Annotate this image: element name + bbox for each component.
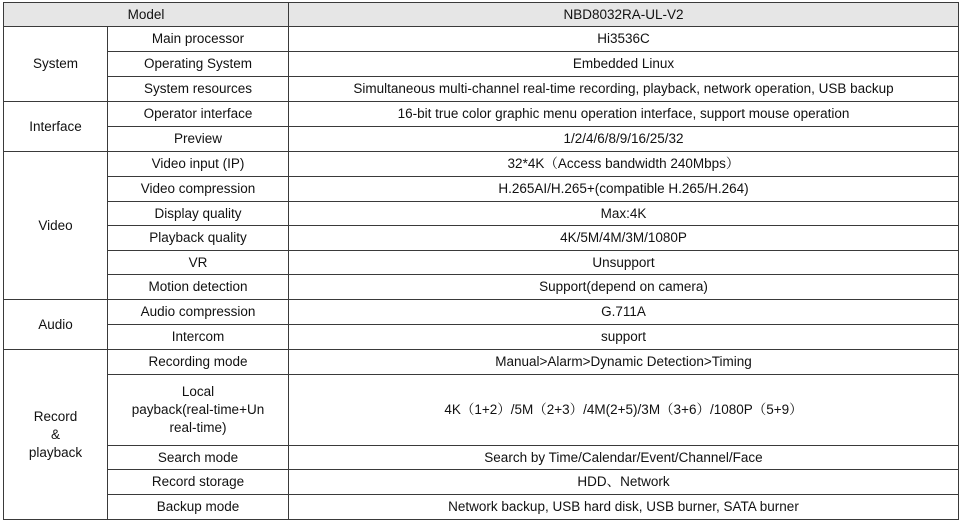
row-label: Video compression bbox=[108, 177, 289, 202]
row-label: Playback quality bbox=[108, 226, 289, 251]
row-label: System resources bbox=[108, 77, 289, 102]
row-label: Display quality bbox=[108, 202, 289, 226]
row-label-line: payback(real-time+Un bbox=[131, 402, 265, 417]
row-value: Max:4K bbox=[289, 202, 959, 226]
row-label: Search mode bbox=[108, 446, 289, 470]
table-row bbox=[4, 127, 959, 152]
table-row bbox=[4, 102, 959, 127]
table-row bbox=[4, 177, 959, 202]
row-label: Operating System bbox=[108, 52, 289, 77]
row-value: 1/2/4/6/8/9/16/25/32 bbox=[289, 127, 959, 152]
row-label bbox=[108, 375, 289, 446]
group-record-playback bbox=[4, 350, 108, 520]
group-record-line: & bbox=[50, 426, 60, 442]
row-label-line: Local bbox=[181, 384, 215, 399]
row-value: support bbox=[289, 325, 959, 350]
table-row bbox=[4, 446, 959, 470]
table-row bbox=[4, 27, 959, 52]
row-label: Main processor bbox=[108, 27, 289, 52]
row-label: Motion detection bbox=[108, 275, 289, 300]
table-row bbox=[4, 52, 959, 77]
row-value: Support(depend on camera) bbox=[289, 275, 959, 300]
row-value: 4K/5M/4M/3M/1080P bbox=[289, 226, 959, 251]
row-value: H.265AI/H.265+(compatible H.265/H.264) bbox=[289, 177, 959, 202]
table-row bbox=[4, 226, 959, 251]
row-value: Embedded Linux bbox=[289, 52, 959, 77]
row-label-line: real-time) bbox=[169, 420, 227, 435]
row-label: Preview bbox=[108, 127, 289, 152]
row-value: Search by Time/Calendar/Event/Channel/Face bbox=[289, 446, 959, 470]
table-row bbox=[4, 350, 959, 375]
table-row bbox=[4, 470, 959, 495]
table-row bbox=[4, 375, 959, 446]
table-row bbox=[4, 300, 959, 325]
row-value: 32*4K（Access bandwidth 240Mbps） bbox=[289, 152, 959, 177]
group-system: System bbox=[4, 27, 108, 102]
row-label: Audio compression bbox=[108, 300, 289, 325]
row-value: 16-bit true color graphic menu operation interface, support mouse operation bbox=[289, 102, 959, 127]
spec-table bbox=[3, 2, 959, 520]
group-record-line: playback bbox=[28, 444, 83, 460]
row-label: Record storage bbox=[108, 470, 289, 495]
table-row bbox=[4, 202, 959, 226]
table-row bbox=[4, 251, 959, 275]
group-interface: Interface bbox=[4, 102, 108, 152]
row-value: G.711A bbox=[289, 300, 959, 325]
row-label: Intercom bbox=[108, 325, 289, 350]
header-row bbox=[4, 3, 959, 27]
row-value: Manual>Alarm>Dynamic Detection>Timing bbox=[289, 350, 959, 375]
row-label: Video input (IP) bbox=[108, 152, 289, 177]
row-label: Recording mode bbox=[108, 350, 289, 375]
row-value: Hi3536C bbox=[289, 27, 959, 52]
table-row bbox=[4, 325, 959, 350]
row-value: Unsupport bbox=[289, 251, 959, 275]
model-header-cell: Model bbox=[4, 3, 289, 27]
row-value: Network backup, USB hard disk, USB burner, SATA burner bbox=[289, 495, 959, 520]
table-row bbox=[4, 275, 959, 300]
row-label: VR bbox=[108, 251, 289, 275]
row-value: HDD、Network bbox=[289, 470, 959, 495]
model-value-cell: NBD8032RA-UL-V2 bbox=[289, 3, 959, 27]
group-video: Video bbox=[4, 152, 108, 300]
group-record-line: Record bbox=[33, 408, 78, 424]
row-value: Simultaneous multi-channel real-time recording, playback, network operation, USB backup bbox=[289, 77, 959, 102]
row-label: Operator interface bbox=[108, 102, 289, 127]
table-row bbox=[4, 495, 959, 520]
group-audio: Audio bbox=[4, 300, 108, 350]
row-value: 4K（1+2）/5M（2+3）/4M(2+5)/3M（3+6）/1080P（5+9） bbox=[289, 375, 959, 446]
table-row bbox=[4, 152, 959, 177]
table-row bbox=[4, 77, 959, 102]
row-label: Backup mode bbox=[108, 495, 289, 520]
